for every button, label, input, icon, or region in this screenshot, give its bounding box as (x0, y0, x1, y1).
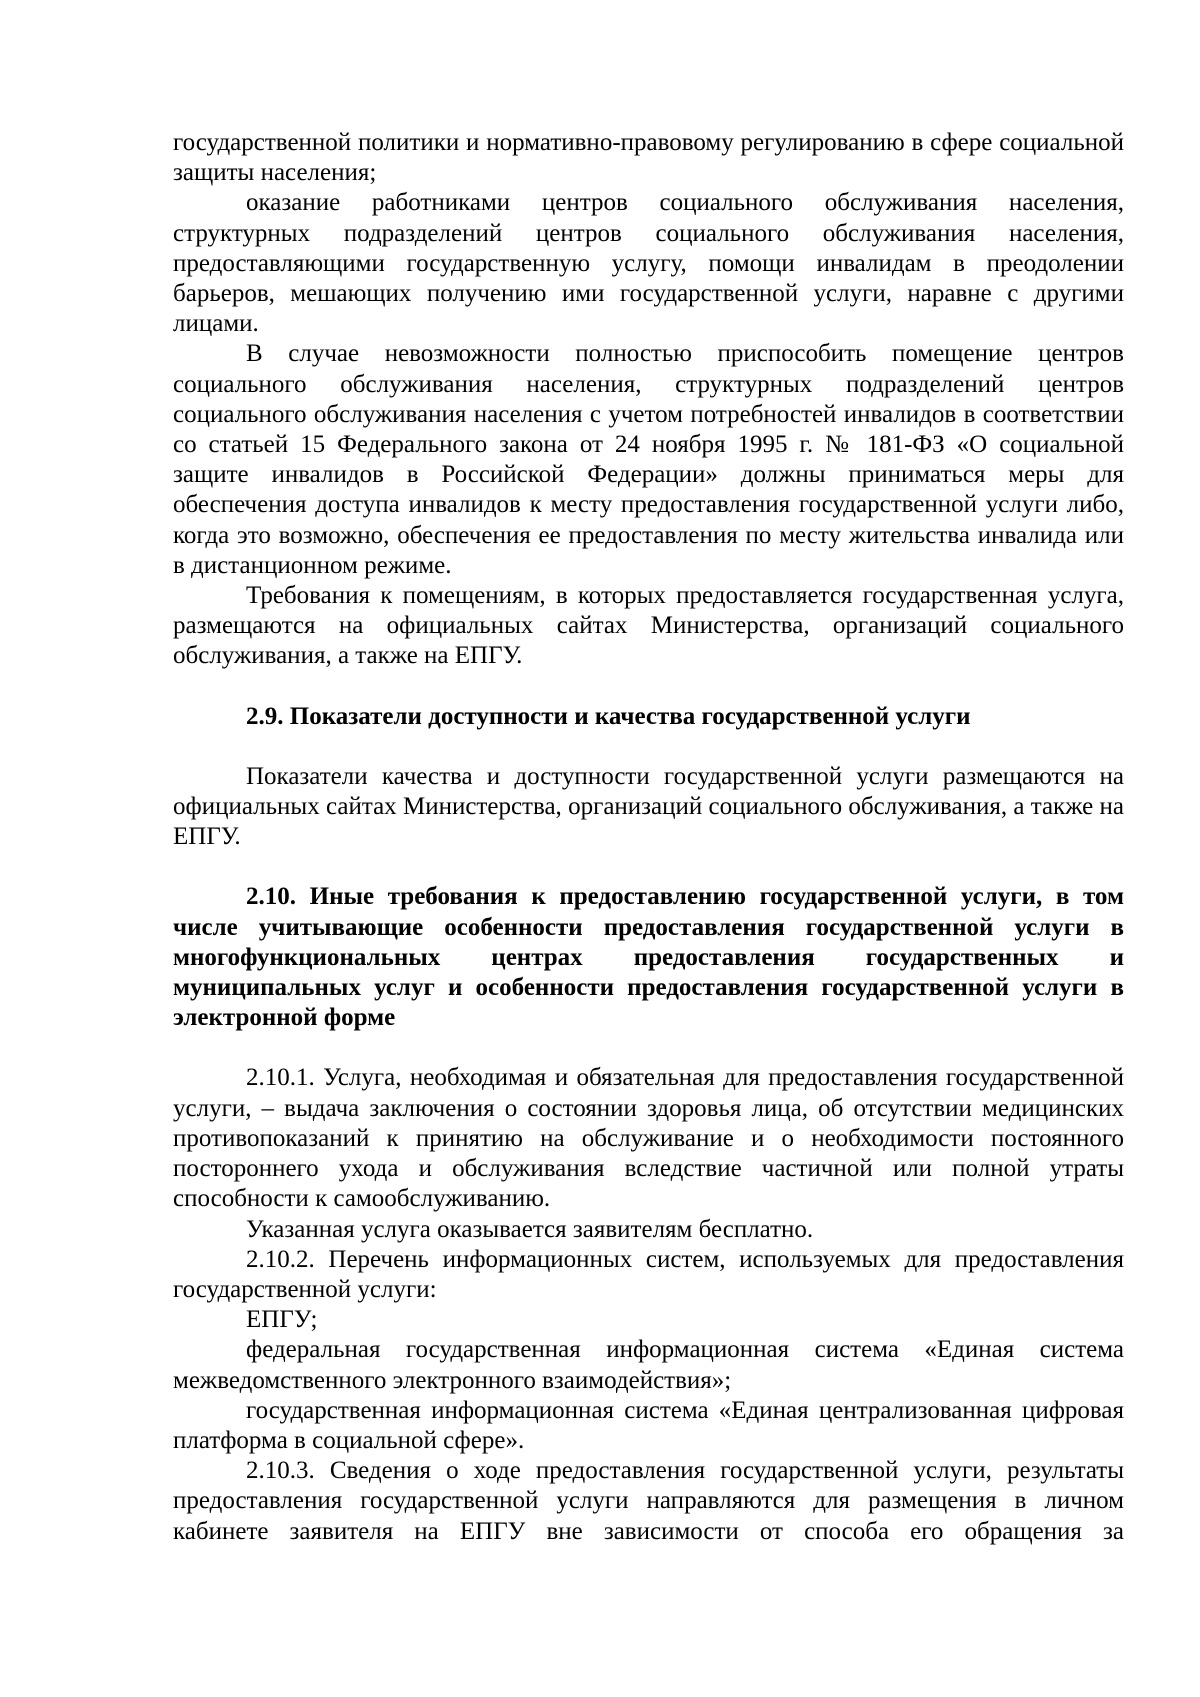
paragraph: 2.10.1. Услуга, необходимая и обязательная для предоставления государственной услуги, – выдача заключения о состоянии здоровья лица, об отсутствии медицинских противопоказаний к принятию на обслуживание и о необходимости постоянного постороннего ухода и обслуживания вследствие частичной или полной утраты способности к самообслуживанию. (173, 1064, 1124, 1213)
section-heading-2-9: 2.9. Показатели доступности и качества государственной услуги (246, 702, 971, 730)
paragraph: 2.10.2. Перечень информационных систем, используемых для предоставления государственной услуги: (173, 1245, 1124, 1303)
paragraph: государственной политики и нормативно-правовому регулированию в сфере социальной защиты населения; (173, 129, 1124, 187)
paragraph: ЕПГУ; (246, 1306, 318, 1334)
paragraph: оказание работниками центров социального обслуживания населения, структурных подразделений центров социального обслуживания населения, предоставляющими государственную услугу, помощи инвалидам в преодолении барьеров, мешающих получению ими государственной услуги, наравне с другими лицами. (173, 189, 1124, 338)
paragraph: 2.10.3. Сведения о ходе предоставления государственной услуги, результаты предоставления государственной услуги направляются для размещения в личном кабинете заявителя на ЕПГУ вне зависимости от способа его обращения за (173, 1457, 1124, 1545)
paragraph: федеральная государственная информационная система «Единая система межведомственного электронного взаимодействия»; (173, 1336, 1124, 1394)
paragraph: государственная информационная система «Единая централизованная цифровая платформа в социальной сфере». (173, 1396, 1124, 1454)
document-page (173, 128, 1124, 1547)
section-heading-2-10: 2.10. Иные требования к предоставлению государственной услуги, в том числе учитывающие особенности предоставления государственной услуги в многофункциональных центрах предоставления государственных и муниципальных услуг и особенности предоставления государственной услуги в электронной форме (173, 883, 1124, 1032)
paragraph: В случае невозможности полностью приспособить помещение центров социального обслуживания населения, структурных подразделений центров социального обслуживания населения с учетом потребностей инвалидов в соответствии со статьей 15 Федерального закона от 24 ноября 1995 г. № 181-ФЗ «О социальной защите инвалидов в Российской Федерации» должны приниматься меры для обеспечения доступа инвалидов к месту предоставления государственной услуги либо, когда это возможно, обеспечения ее предоставления по месту жительства инвалида или в дистанционном режиме. (173, 340, 1124, 579)
paragraph: Требования к помещениям, в которых предоставляется государственная услуга, размещаются на официальных сайтах Министерства, организаций социального обслуживания, а также на ЕПГУ. (173, 582, 1124, 670)
paragraph: Показатели качества и доступности государственной услуги размещаются на официальных сайтах Министерства, организаций социального обслуживания, а также на ЕПГУ. (173, 762, 1124, 851)
paragraph: Указанная услуга оказывается заявителям бесплатно. (246, 1215, 814, 1243)
